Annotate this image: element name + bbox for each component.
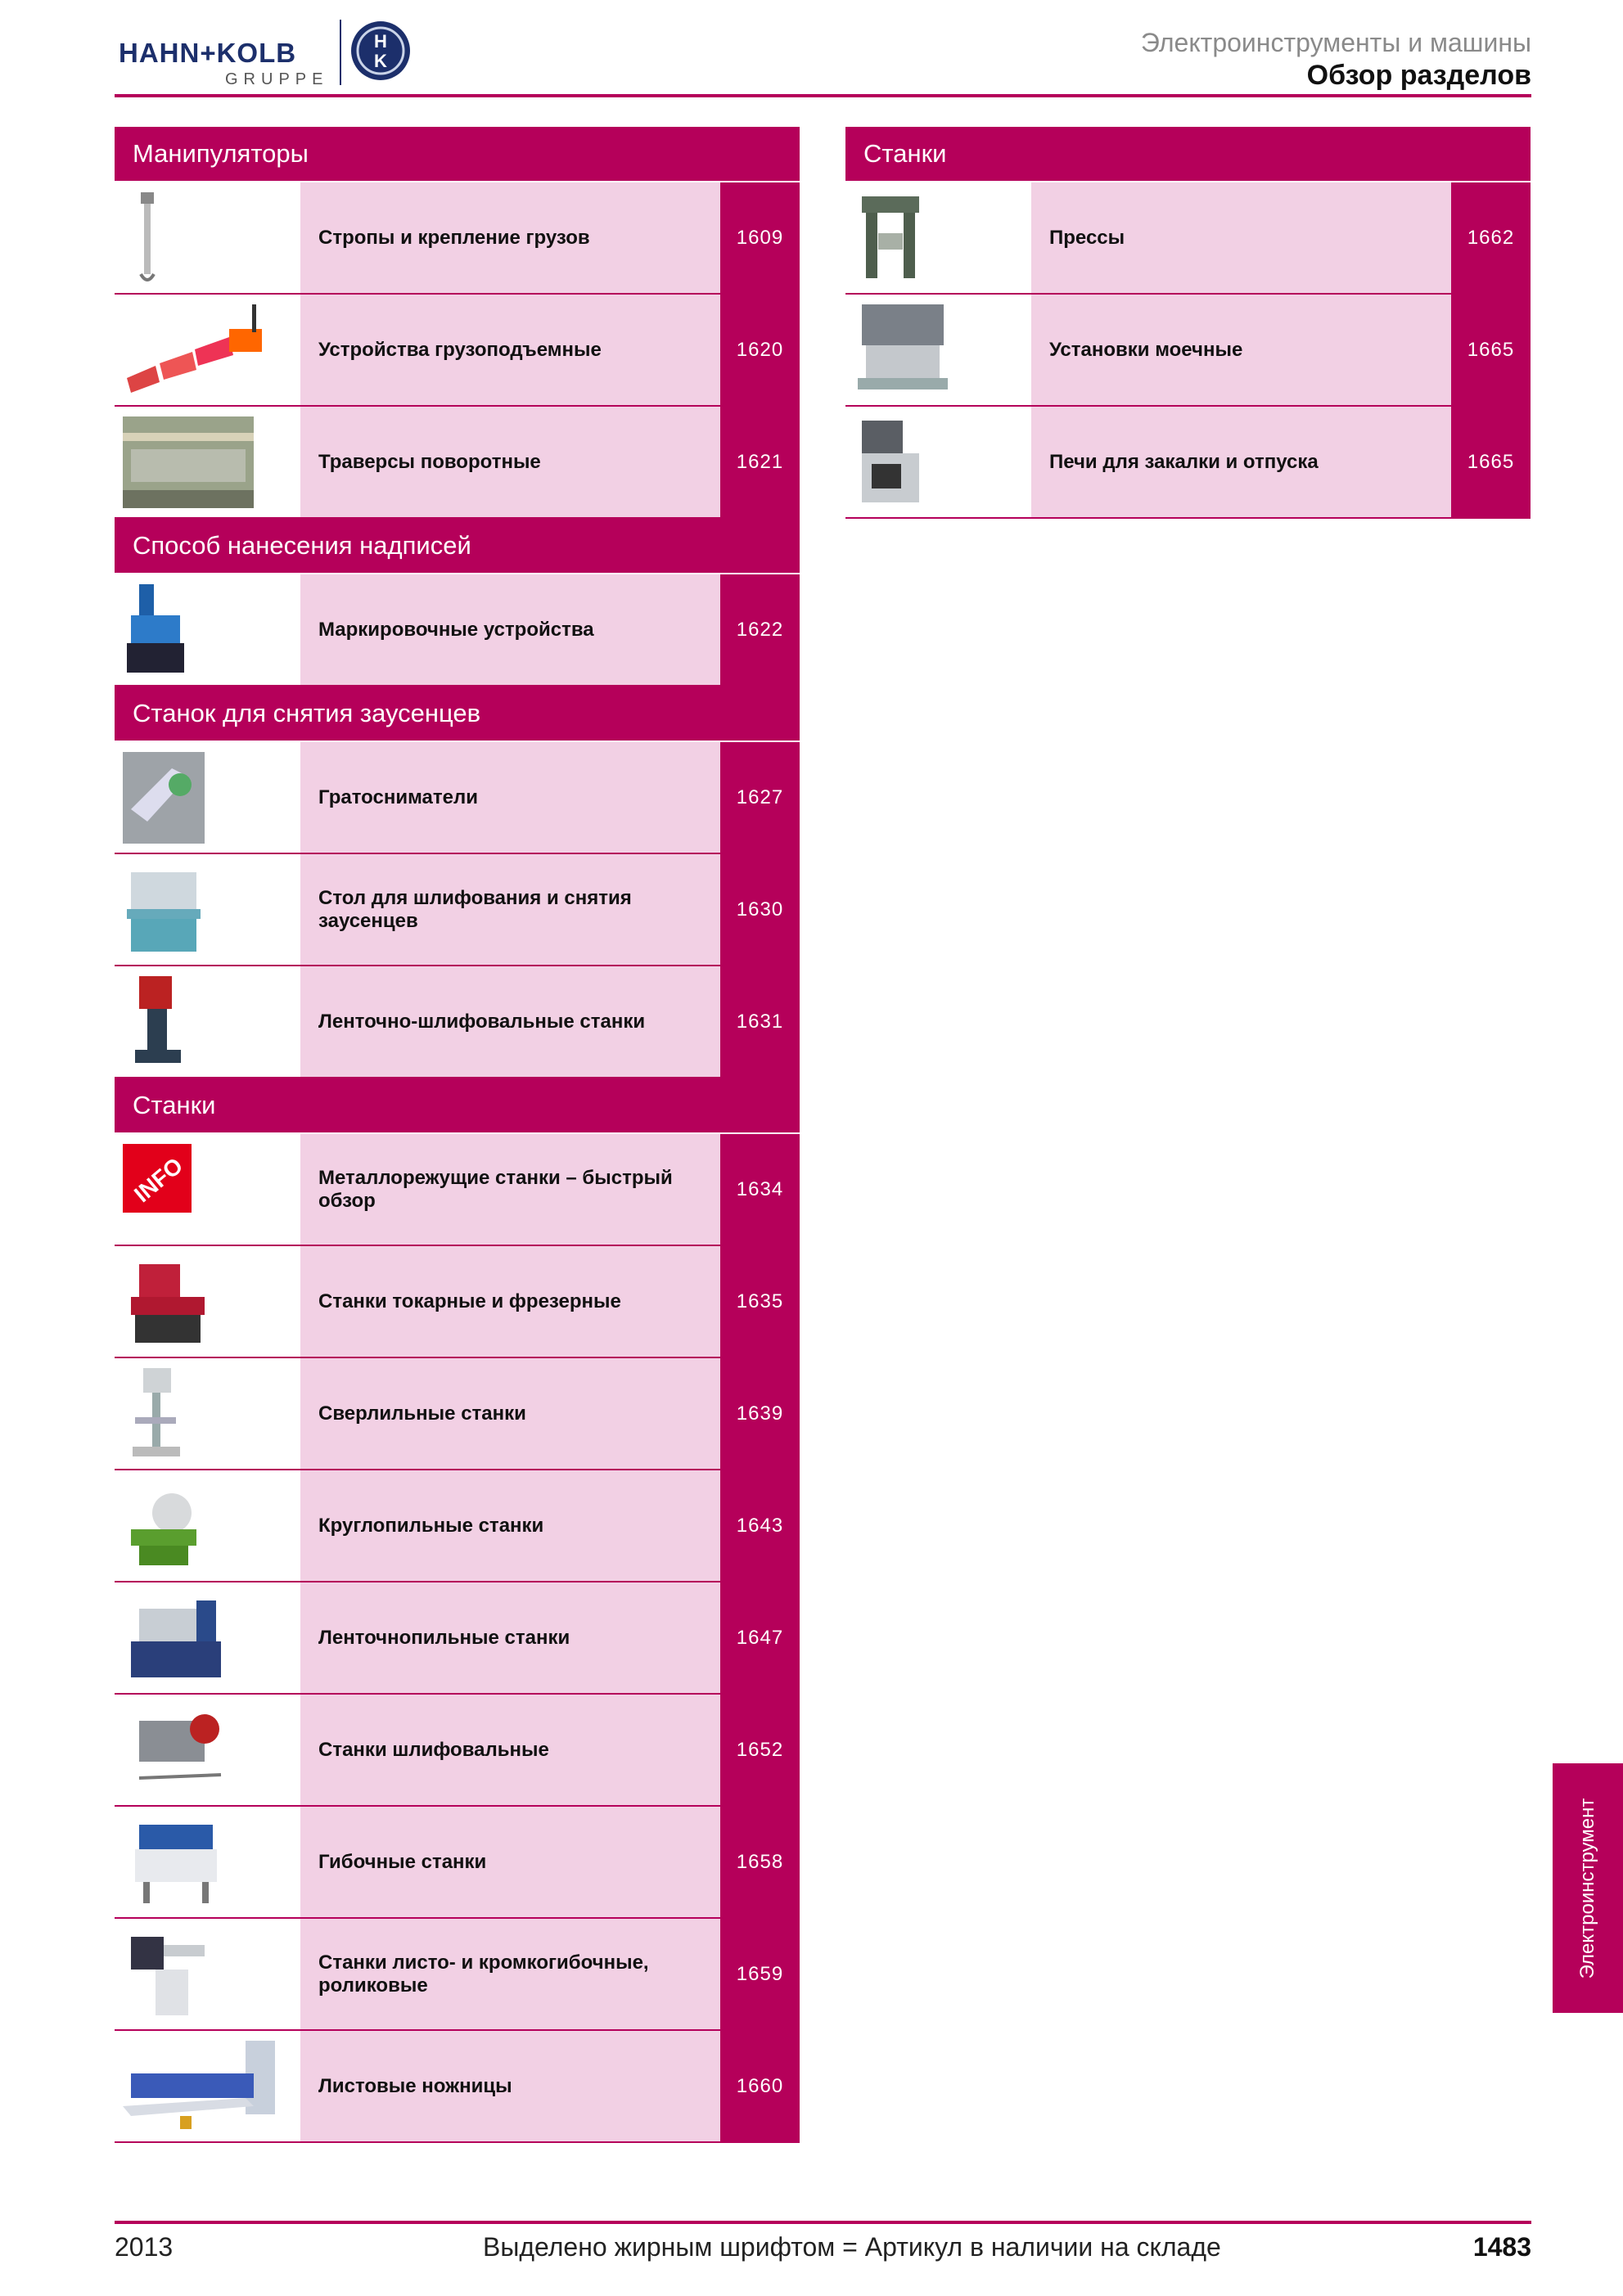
row-page-number[interactable]: 1665 bbox=[1451, 295, 1531, 405]
row-label: Устройства грузоподъемные bbox=[300, 295, 720, 405]
catalog-row[interactable] bbox=[115, 182, 800, 295]
section-title: Станок для снятия заусенцев bbox=[115, 687, 800, 741]
row-label: Маркировочные устройства bbox=[300, 574, 720, 685]
catalog-row[interactable] bbox=[115, 2031, 800, 2143]
catalog-row[interactable] bbox=[115, 1246, 800, 1358]
deburring-tool-icon bbox=[115, 742, 300, 853]
catalog-row[interactable] bbox=[845, 295, 1531, 407]
section-title: Станки bbox=[845, 127, 1531, 181]
catalog-row[interactable] bbox=[845, 407, 1531, 519]
catalog-row[interactable] bbox=[115, 1470, 800, 1582]
row-label: Сверлильные станки bbox=[300, 1358, 720, 1469]
row-label: Траверсы поворотные bbox=[300, 407, 720, 517]
roll-bender-icon bbox=[115, 1919, 300, 2029]
row-label: Установки моечные bbox=[1031, 295, 1451, 405]
row-label: Листовые ножницы bbox=[300, 2031, 720, 2141]
row-label: Ленточнопильные станки bbox=[300, 1582, 720, 1693]
catalog-row[interactable] bbox=[115, 574, 800, 687]
brand-sub: GRUPPE bbox=[225, 70, 329, 88]
row-page-number[interactable]: 1609 bbox=[720, 182, 800, 293]
page-header bbox=[1141, 28, 1531, 92]
lathe-icon bbox=[115, 1246, 300, 1357]
hardening-furnace-icon bbox=[845, 407, 1031, 517]
sheet-shears-icon bbox=[115, 2031, 300, 2141]
row-page-number[interactable]: 1659 bbox=[720, 1919, 800, 2029]
brand-name: HAHN+KOLB bbox=[119, 38, 297, 68]
row-page-number[interactable]: 1643 bbox=[720, 1470, 800, 1581]
section-manipulators bbox=[115, 127, 800, 519]
catalog-row[interactable] bbox=[115, 1134, 800, 1246]
section-title: Станки bbox=[115, 1078, 800, 1132]
logo-separator bbox=[340, 20, 341, 85]
footer-divider bbox=[115, 2221, 1531, 2224]
section-machines bbox=[115, 1078, 800, 2143]
section-deburring bbox=[115, 687, 800, 1078]
row-page-number[interactable]: 1662 bbox=[1451, 182, 1531, 293]
crane-traverse-icon bbox=[115, 407, 300, 517]
row-label: Ленточно-шлифовальные станки bbox=[300, 966, 720, 1077]
page-title: Обзор разделов bbox=[1306, 60, 1531, 91]
row-label: Стропы и крепление грузов bbox=[300, 182, 720, 293]
row-label: Прессы bbox=[1031, 182, 1451, 293]
lifting-magnet-icon bbox=[115, 295, 300, 405]
row-page-number[interactable]: 1620 bbox=[720, 295, 800, 405]
section-machines-right bbox=[845, 127, 1531, 519]
catalog-row[interactable] bbox=[115, 1358, 800, 1470]
catalog-row[interactable] bbox=[115, 966, 800, 1078]
catalog-row[interactable] bbox=[115, 854, 800, 966]
section-title: Манипуляторы bbox=[115, 127, 800, 181]
circular-saw-icon bbox=[115, 1470, 300, 1581]
row-page-number[interactable]: 1658 bbox=[720, 1807, 800, 1917]
svg-text:INFO: INFO bbox=[129, 1152, 188, 1208]
row-page-number[interactable]: 1630 bbox=[720, 854, 800, 965]
row-label: Металлорежущие станки – быстрый обзор bbox=[300, 1134, 720, 1245]
header-divider bbox=[115, 94, 1531, 97]
press-icon bbox=[845, 182, 1031, 293]
row-page-number[interactable]: 1622 bbox=[720, 574, 800, 685]
row-label: Круглопильные станки bbox=[300, 1470, 720, 1581]
belt-grinder-icon bbox=[115, 966, 300, 1077]
section-title: Способ нанесения надписей bbox=[115, 519, 800, 573]
bending-machine-icon bbox=[115, 1807, 300, 1917]
catalog-row[interactable] bbox=[115, 1695, 800, 1807]
footer-note: Выделено жирным шрифтом = Артикул в наличии на складе bbox=[483, 2232, 1221, 2262]
hk-badge-icon bbox=[349, 20, 412, 82]
catalog-row[interactable] bbox=[115, 1807, 800, 1919]
catalog-row[interactable] bbox=[115, 742, 800, 854]
drill-press-icon bbox=[115, 1358, 300, 1469]
washing-unit-icon bbox=[845, 295, 1031, 405]
row-label: Гибочные станки bbox=[300, 1807, 720, 1917]
svg-text:K: K bbox=[374, 51, 387, 71]
left-column bbox=[115, 127, 800, 2143]
info-icon bbox=[115, 1134, 300, 1245]
side-tab[interactable] bbox=[1553, 1763, 1623, 2013]
catalog-row[interactable] bbox=[115, 295, 800, 407]
right-column bbox=[845, 127, 1531, 519]
marking-machine-icon bbox=[115, 574, 300, 685]
catalog-row[interactable] bbox=[115, 1919, 800, 2031]
grinding-table-icon bbox=[115, 854, 300, 965]
section-marking bbox=[115, 519, 800, 687]
page-number: 1483 bbox=[1472, 2232, 1531, 2262]
hahn-kolb-logo bbox=[119, 20, 413, 90]
side-tab-label: Электроинструмент bbox=[1576, 1798, 1598, 1979]
row-page-number[interactable]: 1665 bbox=[1451, 407, 1531, 517]
band-saw-icon bbox=[115, 1582, 300, 1693]
row-page-number[interactable]: 1631 bbox=[720, 966, 800, 1077]
footer-year: 2013 bbox=[115, 2232, 174, 2262]
row-page-number[interactable]: 1652 bbox=[720, 1695, 800, 1805]
row-page-number[interactable]: 1627 bbox=[720, 742, 800, 853]
row-page-number[interactable]: 1647 bbox=[720, 1582, 800, 1693]
svg-text:H: H bbox=[374, 31, 387, 52]
page-subtitle: Электроинструменты и машины bbox=[1140, 28, 1531, 57]
row-label: Станки токарные и фрезерные bbox=[300, 1246, 720, 1357]
row-label: Станки листо- и кромкогибочные, роликовые bbox=[300, 1919, 720, 2029]
row-label: Станки шлифовальные bbox=[300, 1695, 720, 1805]
row-page-number[interactable]: 1639 bbox=[720, 1358, 800, 1469]
row-page-number[interactable]: 1634 bbox=[720, 1134, 800, 1245]
row-page-number[interactable]: 1660 bbox=[720, 2031, 800, 2141]
grinding-machine-icon bbox=[115, 1695, 300, 1805]
chain-hoist-icon bbox=[115, 182, 300, 293]
row-page-number[interactable]: 1621 bbox=[720, 407, 800, 517]
catalog-row[interactable] bbox=[115, 1582, 800, 1695]
row-label: Гратосниматели bbox=[300, 742, 720, 853]
row-label: Печи для закалки и отпуска bbox=[1031, 407, 1451, 517]
catalog-row[interactable] bbox=[845, 182, 1531, 295]
row-page-number[interactable]: 1635 bbox=[720, 1246, 800, 1357]
catalog-row[interactable] bbox=[115, 407, 800, 519]
row-label: Стол для шлифования и снятия заусенцев bbox=[300, 854, 720, 965]
